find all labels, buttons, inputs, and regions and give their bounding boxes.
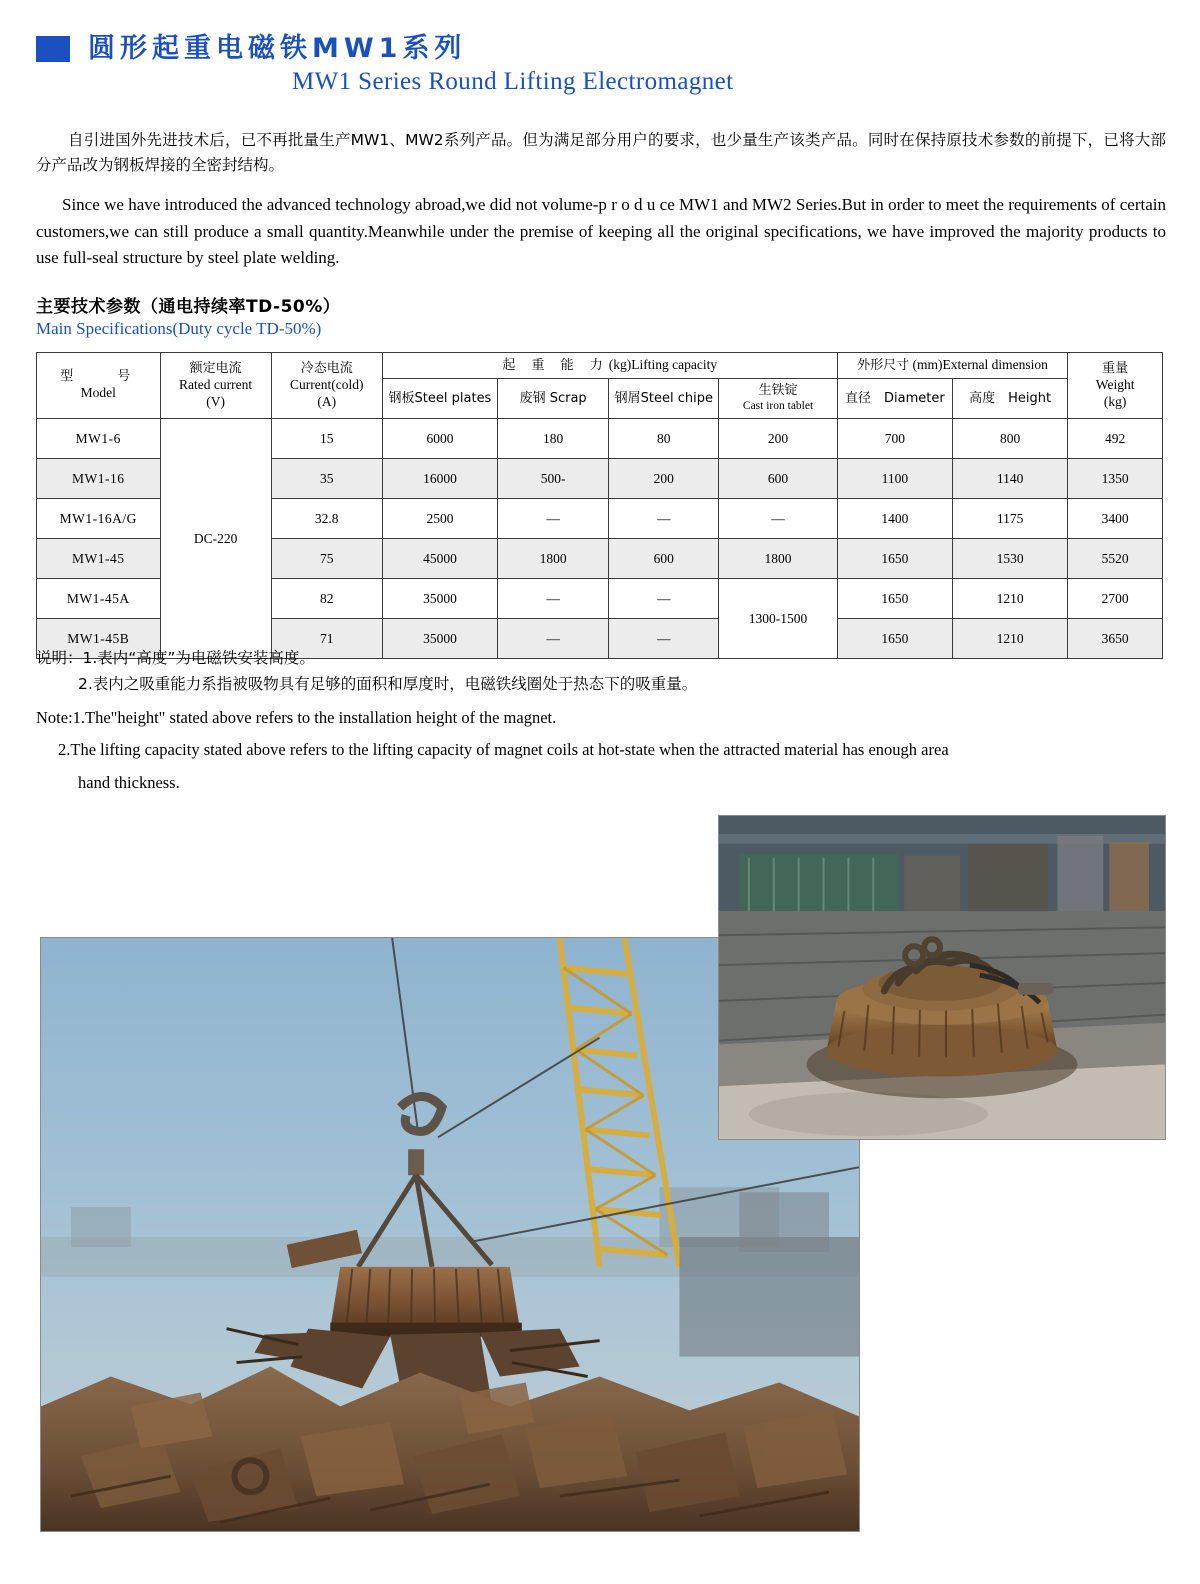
cell-model: MW1-16A/G [37, 499, 161, 539]
cell-cast-iron: — [719, 499, 837, 539]
header-lifting-capacity-cn: 起 重 能 力 [502, 357, 609, 373]
cell-model: MW1-16 [37, 459, 161, 499]
header-dimension-unit: (mm) [912, 356, 943, 372]
header-diameter [837, 379, 952, 419]
header-rated-current-en: Rated current [179, 376, 253, 392]
header-cast-iron-cn: 生铁锭 [758, 383, 798, 399]
note-en-3: hand thickness. [78, 773, 180, 793]
cell-cold-current: 71 [271, 619, 382, 659]
cell-weight: 3650 [1068, 619, 1163, 659]
header-dimension-group [837, 353, 1068, 379]
note-cn-2: 2.表内之吸重能力系指被吸物具有足够的面积和厚度时，电磁铁线圈处于热态下的吸重量。 [78, 675, 698, 694]
cell-cold-current: 75 [271, 539, 382, 579]
header-cold-current-cn: 冷态电流 [300, 360, 353, 376]
cell-steel-plates: 35000 [382, 619, 497, 659]
blue-square-bullet-icon [36, 36, 70, 62]
cell-scrap: — [498, 579, 609, 619]
header-lifting-capacity-unit: (kg) [608, 356, 632, 372]
header-weight-unit: (kg) [1103, 393, 1127, 409]
header-steel-plates [382, 379, 497, 419]
header-dimension-en: External dimension [942, 356, 1048, 372]
intro-paragraph-en: Since we have introduced the advanced technology abroad,we did not volume-p r o d u ce MW1 and MW2 Series.But in order to meet the requirements of certain customers,we can still produce a small quantity.Meanwhile under the premise of keeping all the original specifications, we have improved the majority products to use full-seal structure by steel plate welding. [36, 195, 1166, 267]
cell-steel-chipe: 80 [609, 419, 719, 459]
header-model-cn: 型 号 [60, 368, 137, 384]
cell-weight: 492 [1068, 419, 1163, 459]
cell-weight: 1350 [1068, 459, 1163, 499]
cell-scrap: 180 [498, 419, 609, 459]
cell-cold-current: 32.8 [271, 499, 382, 539]
cell-diameter: 1650 [837, 539, 952, 579]
header-weight-cn: 重量 [1102, 360, 1129, 376]
header-title-row [36, 34, 1166, 64]
page-title-cn: 圆形起重电磁铁MW1系列 [88, 33, 467, 64]
cell-weight: 3400 [1068, 499, 1163, 539]
header-cast-iron [719, 379, 837, 419]
header-diameter-label: 直径 Diameter [845, 390, 945, 406]
specifications-heading [36, 292, 340, 339]
cell-weight: 2700 [1068, 579, 1163, 619]
cell-cold-current: 15 [271, 419, 382, 459]
cell-diameter: 1650 [837, 579, 952, 619]
header-rated-current-cn: 额定电流 [189, 360, 242, 376]
header-cast-iron-en: Cast iron tablet [742, 400, 814, 413]
cell-model: MW1-45 [37, 539, 161, 579]
intro-section [36, 128, 1166, 271]
cell-height: 1140 [952, 459, 1067, 499]
photo-top-illustration [719, 816, 1165, 1139]
header-model [37, 353, 161, 419]
cell-steel-chipe: 600 [609, 539, 719, 579]
header-weight [1068, 353, 1163, 419]
table-row [37, 419, 1163, 459]
cell-scrap: — [498, 619, 609, 659]
cell-diameter: 1100 [837, 459, 952, 499]
cell-cold-current: 35 [271, 459, 382, 499]
cell-height: 1210 [952, 579, 1067, 619]
cell-weight: 5520 [1068, 539, 1163, 579]
header-cold-current [271, 353, 382, 419]
cell-steel-plates: 45000 [382, 539, 497, 579]
cell-model: MW1-45A [37, 579, 161, 619]
cell-steel-chipe: 200 [609, 459, 719, 499]
cell-steel-plates: 35000 [382, 579, 497, 619]
cell-cast-iron: 200 [719, 419, 837, 459]
cell-cold-current: 82 [271, 579, 382, 619]
specifications-heading-en: Main Specifications(Duty cycle TD-50%) [36, 319, 322, 338]
page-title-en: MW1 Series Round Lifting Electromagnet [292, 67, 734, 95]
specifications-heading-cn: 主要技术参数（通电持续率TD-50%） [36, 297, 341, 317]
cell-rated-current: DC-220 [160, 419, 271, 659]
header-steel-plates-label: 钢板Steel plates [388, 390, 492, 406]
header-rated-current [160, 353, 271, 419]
header-height-label: 高度 Height [969, 390, 1052, 406]
header-cold-current-unit: (A) [317, 393, 337, 409]
cell-scrap: — [498, 499, 609, 539]
specifications-table [36, 352, 1163, 659]
cell-height: 800 [952, 419, 1067, 459]
header-cold-current-en: Current(cold) [289, 376, 364, 392]
cell-height: 1210 [952, 619, 1067, 659]
cell-steel-chipe: — [609, 579, 719, 619]
page-header [36, 34, 1166, 96]
cell-steel-chipe: — [609, 499, 719, 539]
header-lifting-capacity-group [382, 353, 837, 379]
cell-scrap: 1800 [498, 539, 609, 579]
cell-diameter: 1650 [837, 619, 952, 659]
header-weight-en: Weight [1095, 376, 1135, 392]
cell-cast-iron: 1800 [719, 539, 837, 579]
header-model-en: Model [80, 385, 116, 401]
header-steel-chipe [609, 379, 719, 419]
cell-height: 1530 [952, 539, 1067, 579]
header-lifting-capacity-en: Lifting capacity [631, 356, 718, 372]
cell-model: MW1-6 [37, 419, 161, 459]
table-header-row-1 [37, 353, 1163, 379]
specifications-table-wrapper [36, 352, 1163, 659]
header-height [952, 379, 1067, 419]
note-en-1: Note:1.The"height" stated above refers to the installation height of the magnet. [36, 707, 557, 727]
notes-section [36, 645, 1166, 796]
intro-paragraph-cn: 自引进国外先进技术后，已不再批量生产MW1、MW2系列产品。但为满足部分用户的要求，也少量生产该类产品。同时在保持原技术参数的前提下，已将大部分产品改为钢板焊接的全密封结构。 [36, 131, 1166, 175]
header-rated-current-unit: (V) [206, 393, 225, 409]
header-dimension-cn: 外形尺寸 [857, 357, 910, 373]
cell-diameter: 700 [837, 419, 952, 459]
cell-scrap: 500- [498, 459, 609, 499]
cell-steel-chipe: — [609, 619, 719, 659]
cell-steel-plates: 16000 [382, 459, 497, 499]
cell-height: 1175 [952, 499, 1067, 539]
cell-steel-plates: 6000 [382, 419, 497, 459]
photo-electromagnet-on-plates [718, 815, 1166, 1140]
note-en-2: 2.The lifting capacity stated above refers to the lifting capacity of magnet coils at hot-state when the attracted material has enough area [58, 740, 949, 760]
table-body [37, 419, 1163, 659]
cell-cast-iron: 600 [719, 459, 837, 499]
cell-model: MW1-45B [37, 619, 161, 659]
header-scrap [498, 379, 609, 419]
cell-steel-plates: 2500 [382, 499, 497, 539]
header-scrap-label: 废钢 Scrap [519, 390, 587, 406]
header-steel-chipe-label: 钢屑Steel chipe [614, 390, 713, 406]
note-cn-1: 说明：1.表内“高度”为电磁铁安装高度。 [36, 649, 315, 667]
cell-cast-iron-merged: 1300-1500 [719, 579, 837, 659]
cell-diameter: 1400 [837, 499, 952, 539]
